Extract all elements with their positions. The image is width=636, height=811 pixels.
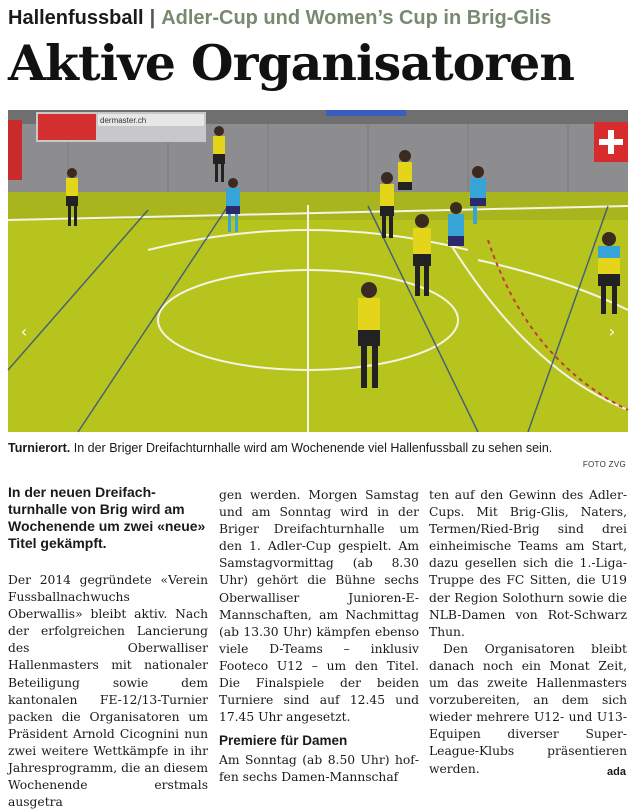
- kicker-separator: |: [149, 7, 156, 29]
- chevron-left-icon[interactable]: ‹: [20, 322, 28, 341]
- article-column-1: [8, 484, 208, 811]
- caption-label: Turnierort.: [8, 441, 71, 455]
- article-lead: In der neuen Dreifachturnhalle von Brig wird am Wochenende um zwei «neue» Titel gekämpft.: [8, 484, 206, 551]
- article-paragraph-2-part-b: ten auf den Gewinn des Adler-Cups. Mit Brig-Glis, Naters, Termen/Ried-Brig sind drei einheimische Teams am Start, dazu gesellen sich die 1.-Liga-Truppe des FC Sitten, die U19 der Region Solothurn sowie die NLB-Damen von Rot-Schwarz Thun.: [429, 488, 627, 639]
- indoor-football-photo: [8, 110, 628, 432]
- article-subhead: Premiere für Damen: [219, 733, 348, 749]
- kicker: [8, 4, 628, 32]
- topic: Adler-Cup und Women’s Cup in Brig-Glis: [161, 7, 552, 29]
- caption-text: In der Briger Dreifachturnhalle wird am Wochenende viel Hallenfussball zu sehen sein.: [70, 441, 553, 455]
- article-column-3: [429, 487, 627, 778]
- article-paragraph-3: Den Organisatoren bleibt danach noch ein Monat Zeit, um das zweite Hallenmasters vorzubereiten, an dem sich wieder mehrere U12- und U13-Equipen diverser Super-League-Klubs präsentieren werden.: [429, 641, 627, 776]
- rubric: Hallenfussball: [8, 7, 144, 29]
- photo-caption: [8, 438, 628, 458]
- svg-text:dermaster.ch: dermaster.ch: [100, 116, 147, 125]
- article-paragraph-1-part-b: gen werden. Morgen Samstag und am Sonntag wird in der Briger Dreifachturnhalle um den 1. Adler-Cup gespielt. Am Samstagvormittag (ab 8.30 Uhr) gehört die Bühne sechs Oberwalliser Junioren-E-Mannschaften, am Nachmittag (ab 13.30 Uhr) kämpfen ebenso viele D-Teams – inklusiv Footeco U12 – um den Titel. Die Finalspiele der beiden Turniere sind auf 12.45 und 17.45 Uhr angesetzt.: [219, 488, 419, 725]
- photo-credit: FOTO ZVG: [582, 460, 626, 469]
- article-paragraph-1-part-a: Der 2014 gegründete «Verein Fussballnachwuchs Oberwallis» bleibt aktiv. Nach der erfolgreichen Lancierung des Oberwalliser Hallenmasters mit nationaler Beteiligung sowie dem kantonalen FE-12/13-Turnier packen die Organisatoren um Präsident Arnold Cicognini nun zwei weitere Wettkämpfe in ihr Jahresprogramm, die an diesem Wochenende erstmals ausgetra: [8, 573, 208, 810]
- article-photo: [8, 110, 628, 432]
- headline: Aktive Organisatoren: [8, 34, 574, 92]
- chevron-right-icon[interactable]: ›: [608, 322, 616, 341]
- article-paragraph-2-part-a: Am Sonntag (ab 8.50 Uhr) hoffen sechs Damen-Mannschaf: [219, 753, 419, 785]
- article-column-2: [219, 487, 419, 787]
- author-signature: ada: [607, 766, 626, 778]
